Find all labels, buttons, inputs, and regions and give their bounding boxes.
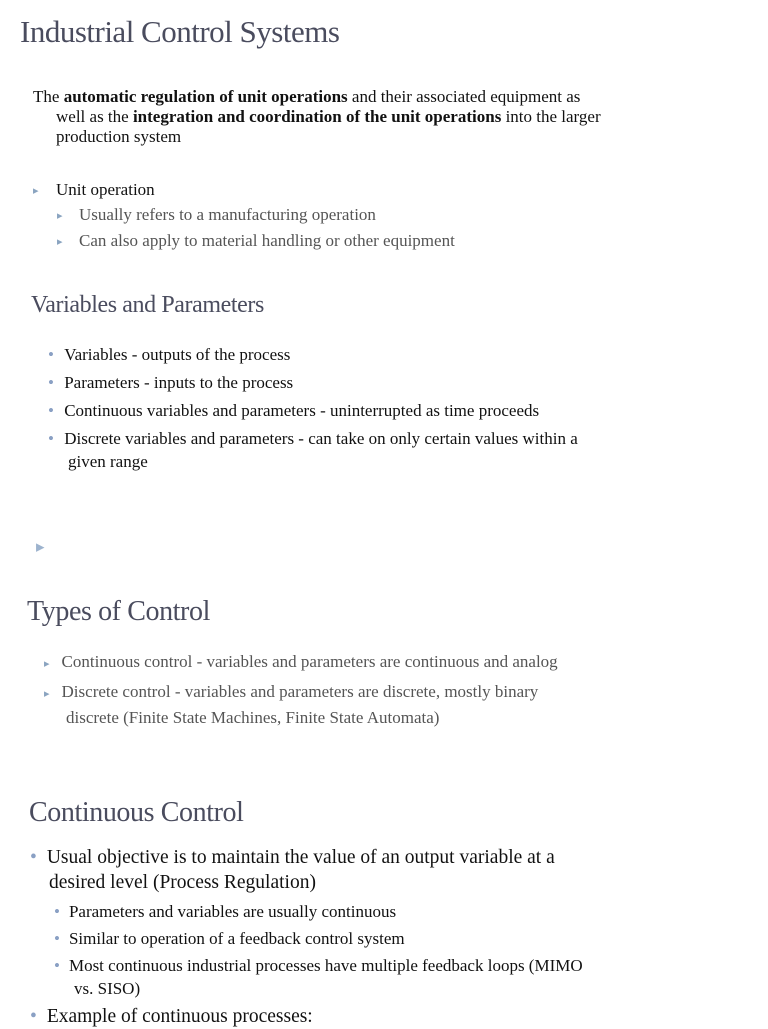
list-item-continuation: discrete (Finite State Machines, Finite State Automata): [66, 708, 440, 727]
list-item: Continuous control - variables and parameters are continuous and analog: [61, 652, 558, 671]
definition-text: production system: [56, 127, 182, 146]
bullet-dot-icon: •: [48, 401, 54, 420]
definition-text: into the larger: [501, 107, 601, 126]
triangle-bullet-icon: ▸: [36, 537, 45, 556]
triangle-bullet-icon: ▸: [44, 688, 50, 700]
definition-text: The: [33, 87, 64, 106]
types-list: [44, 650, 724, 730]
list-item-continuation: given range: [68, 452, 148, 471]
triangle-bullet-icon: ▸: [57, 210, 63, 222]
section-heading: Continuous Control: [29, 797, 244, 828]
bullet-dot-icon: •: [30, 847, 37, 868]
triangle-bullet-icon: ▸: [33, 185, 39, 197]
list-item-continuation: desired level (Process Regulation): [49, 872, 316, 893]
bullet-dot-icon: •: [54, 956, 60, 975]
bullet-dot-icon: •: [48, 429, 54, 448]
list-item: Discrete control - variables and parameters are discrete, mostly binary: [61, 682, 539, 701]
list-item: Discrete variables and parameters - can take on only certain values within a: [64, 429, 578, 448]
definition-bold: automatic regulation of unit operations: [63, 87, 348, 106]
list-item: Similar to operation of a feedback control system: [68, 929, 405, 948]
list-item: Example of continuous processes:: [46, 1006, 313, 1027]
bullet-dot-icon: •: [48, 373, 54, 392]
bullet-dot-icon: •: [54, 902, 60, 921]
list-item: Usual objective is to maintain the value of an output variable at a: [46, 847, 555, 868]
list-item: Can also apply to material handling or other equipment: [79, 231, 455, 250]
definition-bold: integration and coordination of the unit operations: [132, 107, 502, 126]
triangle-bullet-icon: ▸: [44, 658, 50, 670]
section-heading: Variables and Parameters: [31, 292, 264, 318]
list-item: Parameters - inputs to the process: [64, 373, 294, 392]
definition-paragraph: [33, 87, 703, 147]
unit-operation-label: Unit operation: [56, 180, 155, 199]
bullet-dot-icon: •: [48, 345, 54, 364]
list-item: Usually refers to a manufacturing operation: [79, 205, 376, 224]
triangle-bullet-icon: ▸: [57, 236, 63, 248]
list-item: Parameters and variables are usually continuous: [68, 902, 397, 921]
list-item: Variables - outputs of the process: [64, 345, 291, 364]
definition-text: and their associated equipment as: [347, 87, 581, 106]
continuous-list: [30, 845, 730, 1029]
variables-list: [48, 343, 708, 473]
definition-text: well as the: [56, 107, 133, 126]
page-title: Industrial Control Systems: [20, 14, 340, 49]
list-item-continuation: vs. SISO): [74, 979, 141, 998]
bullet-dot-icon: •: [30, 1006, 37, 1027]
list-item: Most continuous industrial processes have multiple feedback loops (MIMO: [68, 956, 583, 975]
section-heading: Types of Control: [27, 596, 210, 627]
bullet-dot-icon: •: [54, 929, 60, 948]
list-item: Continuous variables and parameters - uninterrupted as time proceeds: [64, 401, 540, 420]
